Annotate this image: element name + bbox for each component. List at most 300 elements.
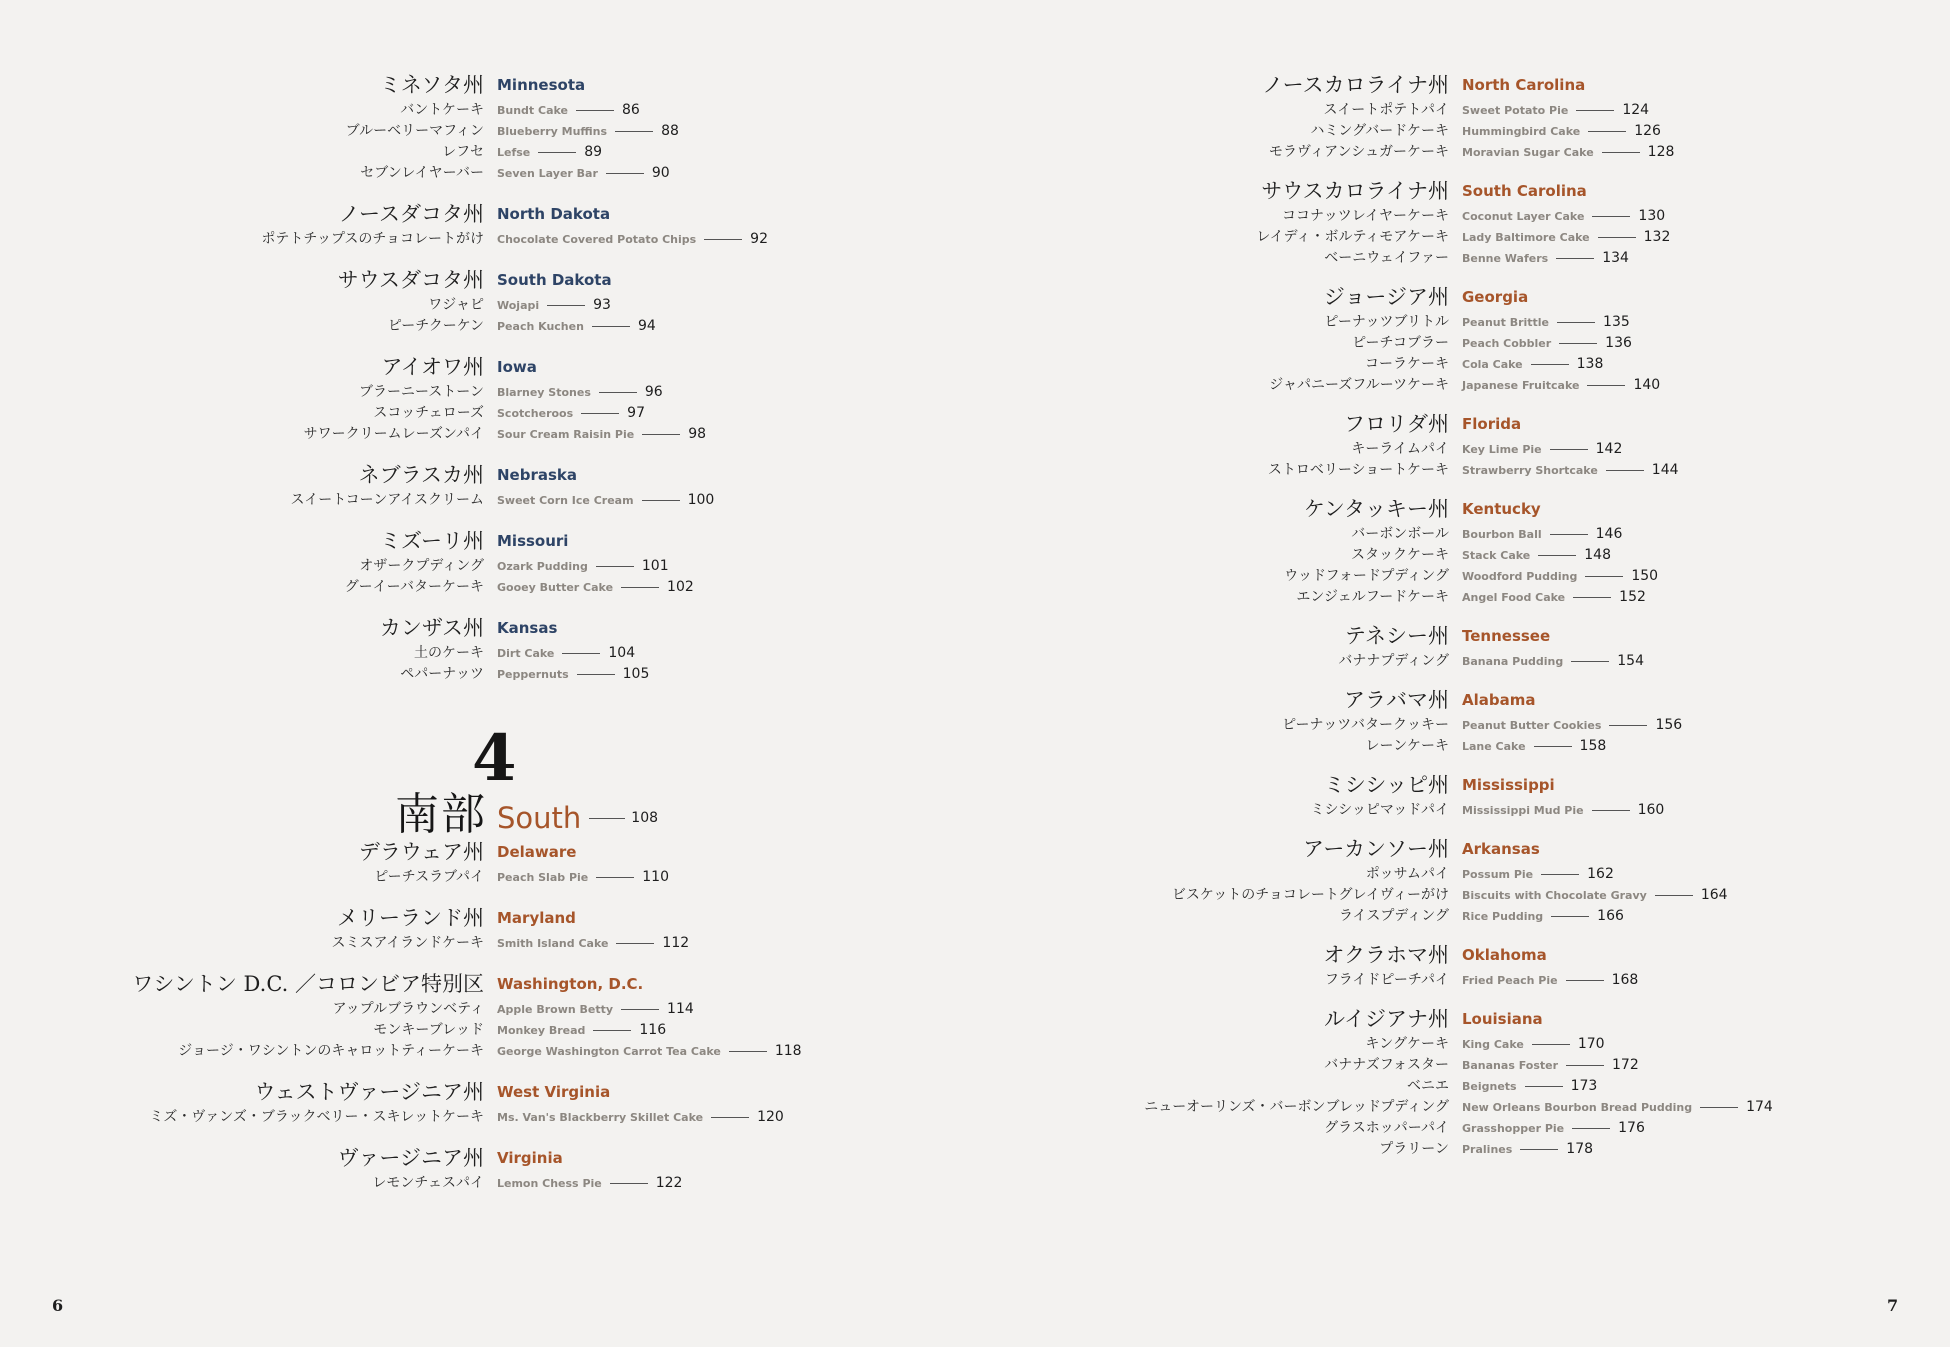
recipe-name-jp: ペパーナッツ <box>400 666 484 682</box>
recipe-entry[interactable] <box>975 566 1950 587</box>
state-name-jp: ルイジアナ州 <box>1324 1007 1449 1031</box>
recipe-name-jp: ブラーニーストーン <box>358 384 484 400</box>
state-name-en: Louisiana <box>1462 1010 1543 1028</box>
section-title-en: South <box>497 801 582 835</box>
recipe-name-jp: ベニエ <box>1407 1078 1449 1094</box>
state-name-en: Maryland <box>497 909 576 927</box>
recipe-reference <box>1462 524 1622 545</box>
recipe-name-en: Smith Island Cake <box>497 937 609 950</box>
recipe-entry[interactable] <box>0 382 980 403</box>
recipe-reference <box>1462 227 1670 248</box>
recipe-page-number: 132 <box>1643 229 1671 245</box>
leader-line <box>1588 131 1626 132</box>
recipe-reference <box>497 933 689 954</box>
recipe-page-number: 86 <box>621 102 640 118</box>
state-name-en: Alabama <box>1462 691 1536 709</box>
leader-line <box>1598 237 1636 238</box>
recipe-entry[interactable] <box>0 1173 980 1194</box>
recipe-name-jp: サワークリームレーズンパイ <box>303 426 484 442</box>
state-entry <box>0 70 980 184</box>
state-name-en: Delaware <box>497 843 577 861</box>
recipe-entry[interactable] <box>975 100 1950 121</box>
recipe-name-jp: モンキーブレッド <box>373 1022 484 1038</box>
state-name-en: Missouri <box>497 532 569 550</box>
recipe-entry[interactable] <box>975 248 1950 269</box>
recipe-list <box>975 864 1950 927</box>
midwest-state-list <box>0 70 980 685</box>
recipe-entry[interactable] <box>975 121 1950 142</box>
state-heading <box>975 282 1950 312</box>
recipe-entry[interactable] <box>975 970 1950 991</box>
recipe-entry[interactable] <box>0 577 980 598</box>
recipe-name-jp: フライドピーチパイ <box>1324 972 1449 988</box>
recipe-reference <box>1462 354 1603 375</box>
state-name-jp: ミシシッピ州 <box>1323 773 1449 797</box>
state-heading <box>975 494 1950 524</box>
leader-line <box>1592 810 1630 811</box>
recipe-page-number: 144 <box>1651 462 1679 478</box>
recipe-name-jp: レイディ・ボルティモアケーキ <box>1256 229 1449 245</box>
leader-line <box>1566 980 1604 981</box>
state-name-jp: ウェストヴァージニア州 <box>254 1080 484 1104</box>
recipe-name-jp: ベーニウェイファー <box>1324 250 1449 266</box>
recipe-reference <box>1462 906 1624 927</box>
leader-line <box>1566 1065 1604 1066</box>
state-name-en: Georgia <box>1462 288 1529 306</box>
recipe-page-number: 124 <box>1622 102 1650 118</box>
recipe-entry[interactable] <box>0 142 980 163</box>
recipe-entry[interactable] <box>975 375 1950 396</box>
state-name-jp: ノースカロライナ州 <box>1262 73 1449 97</box>
recipe-entry[interactable] <box>975 864 1950 885</box>
south-state-list-left <box>0 837 980 1194</box>
state-name-en: Kentucky <box>1462 500 1541 518</box>
leader-line <box>621 587 659 588</box>
recipe-reference <box>1462 545 1611 566</box>
state-name-jp: アイオワ州 <box>381 355 484 379</box>
recipe-name-jp: ココナッツレイヤーケーキ <box>1281 208 1449 224</box>
leader-line <box>1556 258 1594 259</box>
state-heading <box>0 837 980 867</box>
recipe-reference <box>1462 736 1606 757</box>
recipe-name-jp: バントケーキ <box>400 102 484 118</box>
state-name-jp: サウスダコタ州 <box>337 268 484 292</box>
recipe-reference <box>1462 970 1638 991</box>
leader-line <box>1550 449 1588 450</box>
recipe-name-jp: キングケーキ <box>1365 1036 1449 1052</box>
state-heading <box>0 70 980 100</box>
recipe-reference <box>497 1041 802 1062</box>
state-entry <box>0 969 980 1062</box>
state-name-jp: メリーランド州 <box>337 906 484 930</box>
recipe-entry[interactable] <box>975 354 1950 375</box>
recipe-reference <box>497 1107 784 1128</box>
state-name-jp: ケンタッキー州 <box>1303 497 1449 521</box>
recipe-reference <box>497 121 679 142</box>
recipe-entry[interactable] <box>0 556 980 577</box>
state-name-jp: ミネソタ州 <box>379 73 484 97</box>
recipe-entry[interactable] <box>0 933 980 954</box>
leader-line <box>1559 343 1597 344</box>
recipe-reference <box>497 999 694 1020</box>
recipe-name-en: Possum Pie <box>1462 868 1534 881</box>
state-name-en: Arkansas <box>1462 840 1540 858</box>
recipe-name-jp: バナナズフォスター <box>1324 1057 1449 1073</box>
recipe-list <box>0 295 980 337</box>
recipe-name-en: Sour Cream Raisin Pie <box>497 428 635 441</box>
recipe-reference <box>497 556 669 577</box>
recipe-name-en: Peanut Butter Cookies <box>1462 719 1602 732</box>
recipe-entry[interactable] <box>975 312 1950 333</box>
recipe-name-jp: レーンケーキ <box>1365 738 1449 754</box>
recipe-entry[interactable] <box>0 1041 980 1062</box>
state-entry <box>0 1077 980 1128</box>
recipe-page-number: 173 <box>1570 1078 1598 1094</box>
leader-line <box>538 152 576 153</box>
recipe-page-number: 118 <box>774 1043 802 1059</box>
leader-line <box>616 943 654 944</box>
recipe-page-number: 166 <box>1597 908 1624 924</box>
state-heading <box>0 526 980 556</box>
state-entry <box>975 494 1950 608</box>
state-heading <box>975 685 1950 715</box>
recipe-entry[interactable] <box>0 163 980 184</box>
recipe-name-en: George Washington Carrot Tea Cake <box>497 1045 721 1058</box>
recipe-page-number: 120 <box>757 1109 784 1125</box>
recipe-name-en: Lane Cake <box>1462 740 1526 753</box>
recipe-name-jp: オザークプディング <box>359 558 484 574</box>
recipe-name-jp: ブルーベリーマフィン <box>345 123 484 139</box>
recipe-entry[interactable] <box>0 867 980 888</box>
recipe-name-jp: ジャパニーズフルーツケーキ <box>1269 377 1449 393</box>
state-entry <box>975 70 1950 163</box>
leader-line <box>596 566 634 567</box>
leader-line <box>1609 725 1647 726</box>
leader-line <box>1585 576 1623 577</box>
recipe-entry[interactable] <box>975 1034 1950 1055</box>
recipe-entry[interactable] <box>0 999 980 1020</box>
leader-line <box>577 674 615 675</box>
recipe-entry[interactable] <box>975 715 1950 736</box>
state-entry <box>975 282 1950 396</box>
recipe-page-number: 138 <box>1576 356 1604 372</box>
recipe-page-number: 164 <box>1700 887 1728 903</box>
leader-line <box>1587 385 1625 386</box>
recipe-name-en: Apple Brown Betty <box>497 1003 614 1016</box>
recipe-entry[interactable] <box>975 206 1950 227</box>
recipe-reference <box>1462 1118 1645 1139</box>
recipe-entry[interactable] <box>0 229 980 250</box>
state-entry <box>0 199 980 250</box>
state-name-jp: サウスカロライナ州 <box>1261 179 1449 203</box>
leader-line <box>599 392 637 393</box>
recipe-list <box>0 1173 980 1194</box>
recipe-entry[interactable] <box>975 524 1950 545</box>
recipe-name-jp: アップルブラウンベティ <box>332 1001 484 1017</box>
recipe-entry[interactable] <box>975 885 1950 906</box>
recipe-list <box>0 999 980 1062</box>
state-name-en: Oklahoma <box>1462 946 1547 964</box>
state-name-jp: オクラホマ州 <box>1323 943 1449 967</box>
recipe-name-jp: ピーナッツブリトル <box>1324 314 1449 330</box>
recipe-list <box>975 100 1950 163</box>
recipe-entry[interactable] <box>0 1020 980 1041</box>
leader-line <box>621 1009 659 1010</box>
recipe-page-number: 142 <box>1595 441 1623 457</box>
recipe-page-number: 176 <box>1618 1120 1645 1136</box>
recipe-page-number: 114 <box>667 1001 694 1017</box>
state-name-en: Florida <box>1462 415 1522 433</box>
leader-line <box>592 326 630 327</box>
state-name-jp: カンザス州 <box>379 616 484 640</box>
recipe-name-en: Fried Peach Pie <box>1462 974 1558 987</box>
state-entry <box>975 621 1950 672</box>
recipe-list <box>0 100 980 184</box>
recipe-entry[interactable] <box>0 424 980 445</box>
leader-line <box>729 1051 767 1052</box>
leader-line <box>1550 534 1588 535</box>
recipe-reference <box>1462 375 1660 396</box>
recipe-reference <box>1462 800 1664 821</box>
recipe-name-jp: ニューオーリンズ・バーボンブレッドプディング <box>1144 1099 1449 1115</box>
recipe-page-number: 170 <box>1577 1036 1605 1052</box>
leader-line <box>581 413 619 414</box>
state-name-jp: テネシー州 <box>1344 624 1449 648</box>
recipe-reference <box>1462 566 1658 587</box>
leader-line <box>606 173 644 174</box>
recipe-name-jp: ウッドフォードプディング <box>1284 568 1449 584</box>
recipe-page-number: 116 <box>639 1022 667 1038</box>
leader-line <box>1602 152 1640 153</box>
state-heading <box>975 770 1950 800</box>
right-page-contents <box>975 70 1950 1160</box>
recipe-name-en: Blueberry Muffins <box>497 125 608 138</box>
recipe-name-jp: モラヴィアンシュガーケーキ <box>1269 144 1449 160</box>
recipe-name-en: Mississippi Mud Pie <box>1462 804 1584 817</box>
state-name-en: South Carolina <box>1462 182 1587 200</box>
recipe-entry[interactable] <box>0 316 980 337</box>
state-heading <box>0 352 980 382</box>
recipe-name-en: Lemon Chess Pie <box>497 1177 602 1190</box>
recipe-page-number: 172 <box>1612 1057 1639 1073</box>
recipe-name-jp: ミシシッピマッドパイ <box>1310 802 1449 818</box>
recipe-page-number: 102 <box>667 579 694 595</box>
state-heading <box>0 969 980 999</box>
recipe-page-number: 136 <box>1605 335 1632 351</box>
recipe-name-en: Dirt Cake <box>497 647 555 660</box>
recipe-list <box>0 229 980 250</box>
recipe-name-jp: スイートポテトパイ <box>1323 102 1449 118</box>
leader-line <box>1571 661 1609 662</box>
south-state-list-right <box>975 70 1950 1160</box>
recipe-entry[interactable] <box>975 1118 1950 1139</box>
recipe-name-en: Grasshopper Pie <box>1462 1122 1565 1135</box>
state-name-jp: デラウェア州 <box>358 840 484 864</box>
recipe-name-en: Rice Pudding <box>1462 910 1544 923</box>
recipe-entry[interactable] <box>975 545 1950 566</box>
recipe-page-number: 96 <box>644 384 663 400</box>
recipe-name-jp: ビスケットのチョコレートグレイヴィーがけ <box>1171 887 1449 903</box>
recipe-name-jp: キーライムパイ <box>1351 441 1449 457</box>
recipe-reference <box>1462 312 1630 333</box>
recipe-list <box>975 970 1950 991</box>
recipe-name-jp: ミズ・ヴァンズ・ブラックベリー・スキレットケーキ <box>149 1109 484 1125</box>
state-entry <box>975 409 1950 481</box>
state-name-en: Nebraska <box>497 466 578 484</box>
recipe-entry[interactable] <box>0 664 980 685</box>
recipe-name-en: Cola Cake <box>1462 358 1523 371</box>
recipe-reference <box>497 1020 666 1041</box>
recipe-entry[interactable] <box>0 403 980 424</box>
state-heading <box>0 460 980 490</box>
state-heading <box>975 834 1950 864</box>
recipe-name-jp: ライスプディング <box>1338 908 1449 924</box>
state-name-en: Washington, D.C. <box>497 975 644 993</box>
state-heading <box>975 1004 1950 1034</box>
recipe-name-en: King Cake <box>1462 1038 1524 1051</box>
recipe-page-number: 174 <box>1746 1099 1773 1115</box>
state-name-jp: ジョージア州 <box>1323 285 1449 309</box>
recipe-entry[interactable] <box>0 1107 980 1128</box>
recipe-entry[interactable] <box>0 490 980 511</box>
recipe-name-en: Bourbon Ball <box>1462 528 1542 541</box>
recipe-entry[interactable] <box>975 227 1950 248</box>
state-entry <box>0 352 980 445</box>
recipe-entry[interactable] <box>975 439 1950 460</box>
recipe-reference <box>1462 439 1622 460</box>
page-number-right: 7 <box>1887 1296 1899 1315</box>
state-entry <box>975 685 1950 757</box>
leader-line <box>1592 216 1630 217</box>
recipe-name-jp: バナナプディング <box>1338 653 1449 669</box>
recipe-reference <box>497 295 611 316</box>
recipe-name-en: Key Lime Pie <box>1462 443 1542 456</box>
recipe-entry[interactable] <box>975 1139 1950 1160</box>
recipe-list <box>975 312 1950 396</box>
recipe-name-en: Biscuits with Chocolate Gravy <box>1462 889 1647 902</box>
recipe-name-en: Blarney Stones <box>497 386 591 399</box>
leader-line <box>1606 470 1644 471</box>
recipe-name-en: Pralines <box>1462 1143 1513 1156</box>
state-entry <box>975 834 1950 927</box>
leader-line <box>1541 874 1579 875</box>
recipe-entry[interactable] <box>0 295 980 316</box>
recipe-name-jp: コーラケーキ <box>1365 356 1449 372</box>
recipe-entry[interactable] <box>975 142 1950 163</box>
leader-line <box>576 110 614 111</box>
recipe-reference <box>1462 864 1614 885</box>
leader-line <box>642 500 680 501</box>
recipe-page-number: 126 <box>1634 123 1661 139</box>
recipe-name-jp: バーボンボール <box>1351 526 1449 542</box>
recipe-name-en: Beignets <box>1462 1080 1517 1093</box>
recipe-reference <box>497 664 649 685</box>
state-name-en: Iowa <box>497 358 537 376</box>
recipe-entry[interactable] <box>975 1076 1950 1097</box>
recipe-name-en: Gooey Butter Cake <box>497 581 614 594</box>
recipe-page-number: 150 <box>1631 568 1659 584</box>
recipe-page-number: 168 <box>1611 972 1639 988</box>
leader-line <box>1534 746 1572 747</box>
leader-line <box>596 877 634 878</box>
leader-line <box>610 1183 648 1184</box>
recipe-entry[interactable] <box>975 460 1950 481</box>
recipe-entry[interactable] <box>975 333 1950 354</box>
recipe-name-jp: ワジャピ <box>428 297 484 313</box>
recipe-name-en: Stack Cake <box>1462 549 1531 562</box>
recipe-name-en: Peppernuts <box>497 668 569 681</box>
recipe-list <box>975 206 1950 269</box>
state-entry <box>975 1004 1950 1160</box>
state-name-jp: ネブラスカ州 <box>358 463 484 487</box>
recipe-name-en: Sweet Corn Ice Cream <box>497 494 634 507</box>
recipe-name-en: Peach Cobbler <box>1462 337 1552 350</box>
recipe-list <box>975 715 1950 757</box>
recipe-page-number: 130 <box>1638 208 1666 224</box>
state-name-jp: ヴァージニア州 <box>337 1146 484 1170</box>
recipe-page-number: 134 <box>1602 250 1629 266</box>
section-title-en-row <box>497 798 658 838</box>
recipe-entry[interactable] <box>0 643 980 664</box>
recipe-entry[interactable] <box>0 100 980 121</box>
leader-line <box>1532 1044 1570 1045</box>
recipe-entry[interactable] <box>975 651 1950 672</box>
leader-line <box>547 305 585 306</box>
recipe-entry[interactable] <box>975 1097 1950 1118</box>
state-entry <box>975 176 1950 269</box>
recipe-reference <box>1462 1097 1773 1118</box>
recipe-entry[interactable] <box>975 1055 1950 1076</box>
state-name-en: Virginia <box>497 1149 563 1167</box>
recipe-name-en: Ms. Van's Blackberry Skillet Cake <box>497 1111 704 1124</box>
recipe-entry[interactable] <box>975 800 1950 821</box>
leader-line <box>1531 364 1569 365</box>
recipe-name-jp: スイートコーンアイスクリーム <box>290 492 484 508</box>
recipe-reference <box>1462 1055 1639 1076</box>
recipe-reference <box>1462 248 1629 269</box>
recipe-name-jp: ポテトチップスのチョコレートがけ <box>261 231 484 247</box>
recipe-reference <box>497 424 706 445</box>
recipe-entry[interactable] <box>975 906 1950 927</box>
recipe-page-number: 94 <box>637 318 656 334</box>
recipe-name-jp: ピーチコブラー <box>1352 335 1449 351</box>
recipe-entry[interactable] <box>975 736 1950 757</box>
recipe-list <box>0 556 980 598</box>
state-entry <box>975 940 1950 991</box>
recipe-reference <box>497 867 669 888</box>
recipe-name-en: Peanut Brittle <box>1462 316 1550 329</box>
recipe-reference <box>497 316 656 337</box>
state-name-jp: フロリダ州 <box>1344 412 1449 436</box>
recipe-name-jp: ハミングバードケーキ <box>1310 123 1449 139</box>
state-name-en: West Virginia <box>497 1083 611 1101</box>
recipe-entry[interactable] <box>0 121 980 142</box>
recipe-page-number: 128 <box>1647 144 1675 160</box>
recipe-entry[interactable] <box>975 587 1950 608</box>
recipe-page-number: 152 <box>1619 589 1646 605</box>
state-entry <box>0 903 980 954</box>
state-heading <box>975 70 1950 100</box>
recipe-name-jp: スミスアイランドケーキ <box>331 935 484 951</box>
state-entry <box>975 770 1950 821</box>
recipe-name-en: Japanese Fruitcake <box>1462 379 1580 392</box>
recipe-page-number: 98 <box>688 426 707 442</box>
recipe-list <box>0 382 980 445</box>
state-heading <box>975 621 1950 651</box>
recipe-name-jp: ピーチクーケン <box>387 318 484 334</box>
state-name-en: Minnesota <box>497 76 586 94</box>
state-name-en: Kansas <box>497 619 558 637</box>
